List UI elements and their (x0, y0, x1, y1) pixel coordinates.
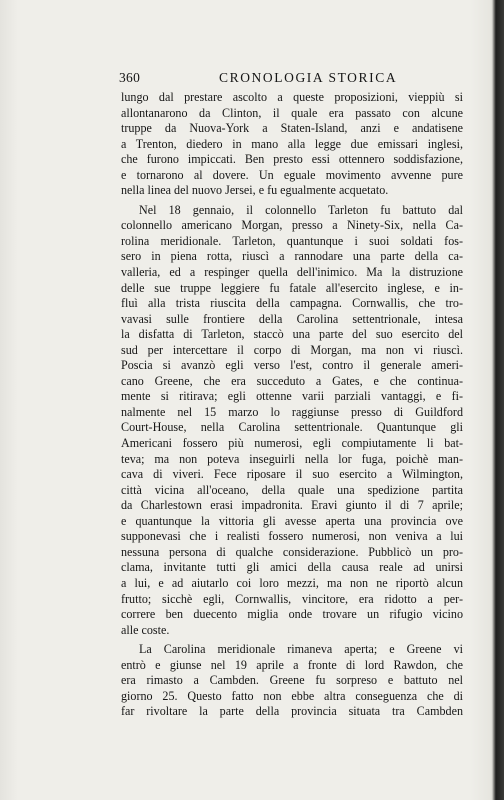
text-line: fluì alla trista riuscita della campagna. Cornwallis, che tro- (121, 296, 463, 311)
page-header (119, 70, 464, 88)
text-line: città vicina all'oceano, della quale una spedizione partita (121, 482, 463, 497)
text-line: sud per intercettare il corpo di Morgan, ma non vi riuscì. (121, 342, 463, 357)
paragraph (121, 203, 463, 638)
text-line: valleria, ed a respinger quella dell'inimico. Ma la distruzione (121, 265, 463, 280)
text-line: far rivoltare la parte della provincia situata tra Cambden (121, 704, 463, 719)
text-line: teva; ma non poteva inseguirli nella lor fuga, poichè man- (121, 451, 463, 466)
text-line: Poscia si avanzò egli verso l'est, contro il generale ameri- (121, 358, 463, 373)
text-line: lungo dal prestare ascolto a queste proposizioni, vieppiù si (121, 90, 463, 104)
text-line: Americani fossero più numerosi, egli compiutamente li bat- (121, 436, 463, 451)
running-head: CRONOLOGIA STORICA (219, 70, 398, 85)
text-line: allontanarono da Clinton, il quale era passato con alcune (121, 105, 463, 120)
text-line: Nel 18 gennaio, il colonnello Tarleton fu battuto dal (139, 202, 463, 217)
text-line: la disfatta di Tarleton, staccò una parte del suo esercito del (121, 327, 463, 342)
text-line: da Charlestown erasi impadronita. Eravi giunto il di 7 aprile; (121, 498, 463, 513)
text-line: a Trenton, diedero in mano alla legge due emissari inglesi, (121, 136, 463, 151)
text-line: e quantunque la vittoria gli avesse aperta una provincia ove (121, 513, 463, 528)
body-text (121, 90, 463, 720)
text-line: La Carolina meridionale rimaneva aperta; e Greene vi (139, 642, 463, 657)
text-line: truppe da Nuova-York a Staten-Island, anzi e andatisene (121, 121, 463, 136)
text-line: nalmente nel 15 marzo lo raggiunse presso di Guildford (121, 404, 463, 419)
paragraph (121, 90, 463, 199)
text-line: frutto; sicchè egli, Cornwallis, vincitore, era ridotto a per- (121, 591, 463, 606)
text-line: vavasi sulle frontiere della Carolina settentrionale, intesa (121, 311, 463, 326)
text-line: sero in piena rotta, riuscì a rannodare una parte della ca- (121, 249, 463, 264)
text-line: era rimasto a Cambden. Greene fu sorpreso e battuto nel (121, 673, 463, 688)
text-line: giorno 25. Questo fatto non ebbe altra conseguenza che di (121, 688, 463, 703)
text-line: e tornarono al dovere. Un eguale movimento avvenne pure (121, 167, 463, 182)
text-line: a lui, e ad aiutarlo coi loro mezzi, ma non ne riportò alcun (121, 575, 463, 590)
text-line: nessuna persona di qualche considerazione. Pubblicò un pro- (121, 544, 463, 559)
page-number: 360 (119, 70, 141, 85)
text-line: cano Greene, che era succeduto a Gates, e che continua- (121, 373, 463, 388)
text-line: nella linea del nuovo Jersei, e fu egualmente acquetato. (121, 183, 389, 198)
text-line: Court-House, nella Carolina settentrionale. Quantunque gli (121, 420, 463, 435)
text-line: mente si ritirava; egli ottenne varii parziali vantaggi, e fi- (121, 389, 463, 404)
text-line: cava di viveri. Fece riposare il suo esercito a Wilmington, (121, 467, 463, 482)
text-line: delle sue truppe leggiere fu fatale all'esercito inglese, e in- (121, 280, 463, 295)
text-line: entrò e giunse nel 19 aprile a fronte di lord Rawdon, che (121, 657, 463, 672)
text-line: colonnello americano Morgan, presso a Ninety-Six, nella Ca- (121, 218, 463, 233)
text-line: clama, invitante tutti gli amici della causa reale ad unirsi (121, 560, 463, 575)
text-line: che furono impiccati. Ben presto essi ottennero soddisfazione, (121, 152, 463, 167)
paragraph (121, 642, 463, 720)
text-line: rolina meridionale. Tarleton, quantunque i suoi soldati fos- (121, 233, 463, 248)
text-line: supponevasi che i realisti fossero numerosi, non veniva a lui (121, 529, 463, 544)
page-edge-shadow (490, 0, 496, 800)
text-line: correre ben duecento miglia onde trovare un rifugio vicino (121, 607, 463, 622)
text-line: alle coste. (121, 622, 170, 637)
